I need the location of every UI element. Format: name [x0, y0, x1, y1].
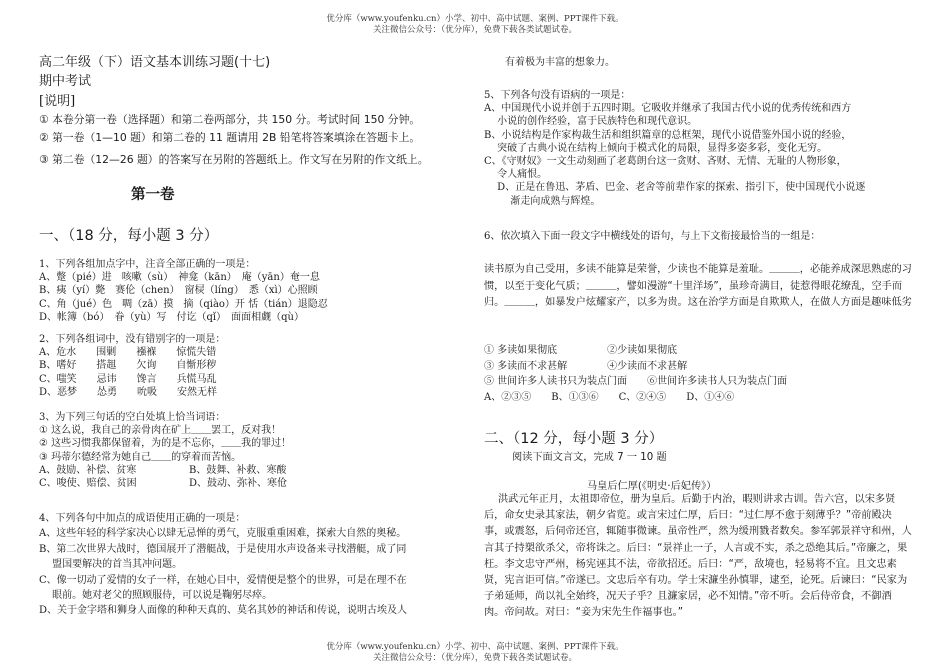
- option-b: B、嗜好 搭趄 欠询 自惭形秽: [39, 360, 217, 372]
- page-footer-line2: 关注微信公众号：（优分库），免费下载各类试题试卷。: [372, 653, 577, 663]
- question-stem: 5、下列各句没有语病的一项是：: [484, 90, 631, 101]
- option-d: D、鼓动、弥补、寒伧: [189, 478, 288, 490]
- section-2-instructions: 阅读下面文言文，完成 7 一 10 题: [512, 452, 667, 463]
- page-header-line2: 关注微信公众号：（优分库），免费下载各类试题试卷。: [372, 25, 577, 35]
- option-a-cont: 小说的创作经验，富于民族特色和现代意识。: [484, 116, 698, 128]
- instruction-2: ② 第一卷（1—10 题）和第二卷的 11 题请用 2B 铅笔将答案填涂在答题卡上。: [39, 131, 421, 144]
- option-a: A、这些年轻的科学家决心以肆无忌惮的勇气，克服重重困难，探索大自然的奥秘。: [39, 528, 407, 540]
- section-2-heading: 二、（12 分，每小题 3 分）: [484, 431, 664, 447]
- sentence-2: ② 这些习惯我都保留着，为的是不忘你，＿＿我的罪过！: [39, 438, 292, 450]
- question-stem: 1、下列各组加点字中，注音全部正确的一项是：: [39, 259, 256, 270]
- item-row-1: ① 多读如果彻底 ②少读如果彻底: [484, 345, 678, 356]
- section-1-heading: 一、（18 分，每小题 3 分）: [39, 228, 219, 244]
- option-a: A、危水 围剿 襁褓 惊慌失错: [39, 347, 217, 359]
- option-c: C、唆使、赔偿、贫困: [39, 478, 137, 490]
- volume-1-heading: 第一卷: [131, 187, 175, 203]
- option-d: D、关于金字塔和狮身人面像的种种天真的、莫名其妙的神话和传说，说明古埃及人: [39, 605, 408, 617]
- question-2: [39, 333, 225, 399]
- page-footer-line1: 优分库（www.youfenku.cn）小学、初中、高中试题、案例、PPT课件下载。: [326, 642, 624, 652]
- option-d: D、恶梦 怂勇 吮吸 安然无样: [39, 386, 218, 398]
- option-c: C、角（jué）色 啁（zā）摸 摘（qiào）开 恬（tián）退隐忍: [39, 298, 328, 310]
- item-row-2: ③ 多读而不求甚解 ④少读而不求甚解: [484, 360, 688, 372]
- sentence-3: ③ 玛蒂尔德经常为她自己＿＿的穿着而苦恼。: [39, 451, 242, 463]
- question-stem: 4、下列各句中加点的成语使用正确的一项是：: [39, 513, 246, 524]
- q4-continuation: 有着极为丰富的想象力。: [505, 57, 615, 68]
- page-header-line1: 优分库（www.youfenku.cn）小学、初中、高中试题、案例、PPT课件下载。: [326, 14, 624, 24]
- option-c: C、《守财奴》一文生动刻画了老葛朗台这一贪财、吝财、无情、无耻的人物形象，: [484, 156, 847, 168]
- option-c: C、像一切动了爱情的女子一样，在她心目中，爱情便是整个的世界，可是在理不在: [39, 574, 407, 586]
- instruction-1: ① 本卷分第一卷（选择题）和第二卷两部分，共 150 分。考试时间 150 分钟。: [39, 113, 421, 126]
- sentence-1: ① 这么说，我自己的亲骨肉在矿上＿＿罢工，反对我！: [39, 425, 282, 437]
- option-a: A、蹩（pié）进 咳嗽（sù） 神龛（kān） 庵（yān）奄一息: [39, 272, 320, 284]
- option-b: B、痍（yí）斃 赛伦（chen） 窗棂（líng） 悉（xì）心照顾: [39, 285, 318, 297]
- question-6-stem: 6、依次填入下面一段文字中横线处的语句，与上下文衔接最恰当的一组是：: [484, 231, 821, 242]
- question-6-passage: 读书原为自己受用，多读不能算是荣誉，少读也不能算是羞耻。＿＿＿，必能养成深思熟虑的习惯，以至于变化气质；＿＿＿，譬如漫游“十里洋场”，虽珍奇满目，徒惹得眼花缭乱，空手而归。＿＿＿，如暴发户炫耀家产，以多为贵。这在治学方面是自欺欺人，在做人方面是趣味低劣: [484, 264, 912, 308]
- option-d: D、帐簿（bó） 眷（yù）写 付讫（qǐ） 面面相觑（qù）: [39, 311, 304, 323]
- option-b-cont: 突破了古典小说在结构上倾向于模式化的局限，显得多姿多彩，变化无穷。: [484, 142, 828, 154]
- option-b-cont: 盟国要解决的首当其冲问题。: [39, 559, 183, 571]
- option-d: D、正是在鲁迅、茅盾、巴金、老舍等前辈作家的探索、指引下，使中国现代小说逐: [484, 182, 866, 194]
- answer-choices: A、②③⑤ B、①③⑥ C、②④⑤ D、①④⑥: [484, 391, 735, 403]
- option-a: A、鼓励、补偿、贫寒: [39, 464, 137, 476]
- option-c-cont: 令人痛恨。: [484, 169, 548, 181]
- item-row-3: ⑤ 世间许多人读书只为装点门面 ⑥世间许多读书人只为装点门面: [484, 376, 788, 387]
- question-1: [39, 258, 328, 324]
- option-b: B、小说结构是作家构裁生活和组织篇章的总框架，现代小说借鉴外国小说的经验，: [484, 129, 852, 141]
- option-c-cont: 眼前。她对老父的照顾服侍，可以说是鞠躬尽瘁。: [39, 590, 273, 602]
- option-a: A、中国现代小说并创于五四时期。它吸收并继承了我国古代小说的优秀传统和西方: [484, 103, 852, 115]
- option-d-cont: 渐走向成熟与辉煌。: [484, 195, 601, 207]
- page-subtitle: 期中考试: [39, 74, 92, 89]
- option-b: B、第二次世界大战时，德国展开了潜艇战，于是使用水声设备来寻找潜艇，成了同: [39, 543, 407, 555]
- question-stem: 3、为下列三句话的空白处填上恰当词语：: [39, 412, 226, 423]
- passage-title: 马皇后仁厚(《明史·后妃传》）: [587, 481, 717, 492]
- note-label: [说明]: [39, 94, 76, 109]
- instructions-list: [39, 111, 429, 169]
- question-3: [39, 411, 291, 490]
- classical-passage: 洪武元年正月，太祖即帝位，册为皇后。后勤于内治，暇则讲求古训。告六宫，以宋多贤后，命女史录其家法，朝夕省览。或言宋过仁厚，后曰：“过仁厚不愈于刻薄乎？”帝前殿决事，或震怒，后伺帝还宫，辄随事微谏。虽帝性严，然为缓刑戮者数矣。参军郭景祥守和州，人言其子持槊欲杀父，帝将诛之。后曰：“景祥止一子，人言或不实，杀之恐绝其后。”帝廉之，果枉。李文忠守严州，杨宪诬其不法，帝欲招还。后曰：“严，敌境也，轻易将不宜。且文忠素贤，宪言讵可信。”帝遂已。文忠后卒有功。学士宋濂坐孙慎罪，逮至，论死。后谏曰：“民家为子弟延师，尚以礼全始终，况天子乎？且濂家居，必不知情。”帝不听。会后侍帝食，不御酒肉。帝问故。对曰：“妾为宋先生作福事也。”: [484, 494, 912, 619]
- instruction-3: ③ 第二卷（12—26 题）的答案写在另附的答题纸上。作文写在另附的作文纸上。: [39, 153, 429, 166]
- page-title: 高二年级（下）语文基本训练习题(十七): [39, 55, 271, 70]
- question-6-items: [484, 343, 787, 405]
- question-stem: 2、下列各组词中，没有错别字的一项是：: [39, 334, 226, 345]
- option-c: C、嗤笑 忌讳 馋言 兵慌马乱: [39, 373, 217, 385]
- question-4: [39, 511, 407, 619]
- question-5: [484, 89, 865, 208]
- option-b: B、鼓舞、补救、寒酸: [189, 464, 287, 476]
